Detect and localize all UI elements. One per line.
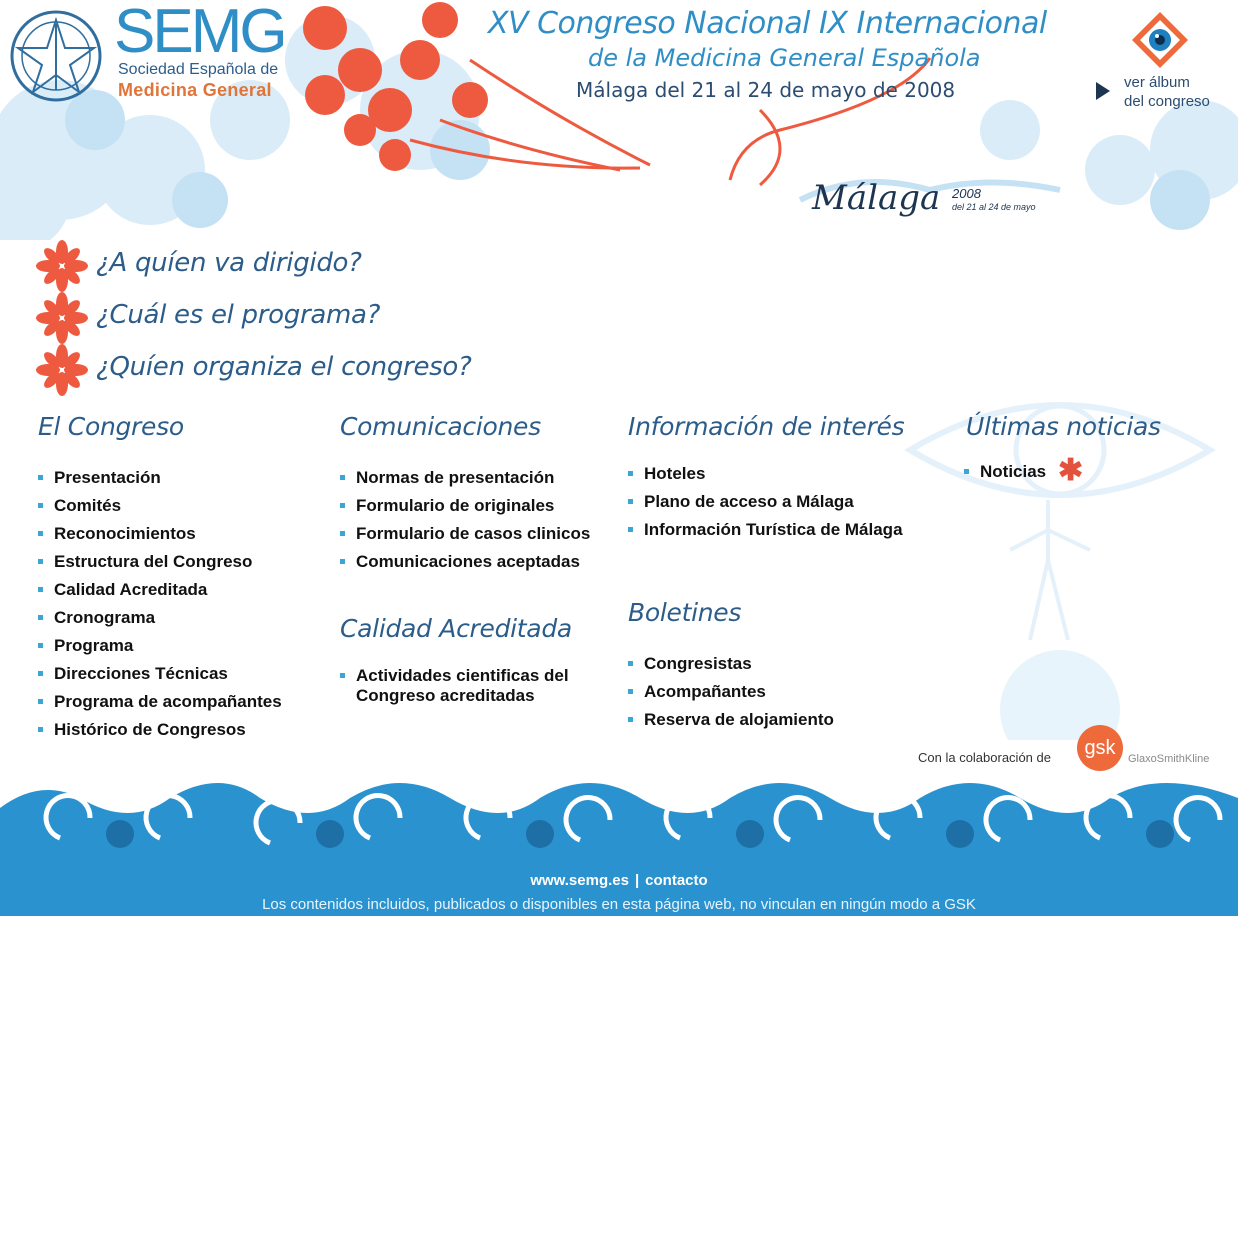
malaga-signature: Málaga <box>812 178 941 218</box>
link-calidad-acreditada[interactable]: Calidad Acreditada <box>36 580 282 600</box>
play-arrow-icon <box>1096 82 1110 100</box>
question-link-organiza[interactable] <box>36 344 496 394</box>
link-actividades-acreditadas[interactable]: Actividades cientificas del Congreso acreditadas <box>338 666 598 706</box>
list-comunicaciones <box>338 468 590 580</box>
congress-dates: Málaga del 21 al 24 de mayo de 2008 <box>576 78 956 102</box>
link-reserva-alojamiento[interactable]: Reserva de alojamiento <box>626 710 834 730</box>
footer-waves <box>0 768 1238 916</box>
heading-informacion-interes: Información de interés <box>628 412 905 441</box>
heading-comunicaciones: Comunicaciones <box>340 412 541 441</box>
album-link[interactable]: ver álbum del congreso <box>1124 74 1210 110</box>
list-ultimas-noticias <box>962 462 1046 490</box>
heading-ultimas-noticias: Últimas noticias <box>966 412 1161 441</box>
footer-disclaimer: Los contenidos incluidos, publicados o disponibles en esta página web, no vinculan en ningún modo a GSK <box>262 896 976 913</box>
link-noticias[interactable]: Noticias <box>962 462 1046 482</box>
link-comunicaciones-aceptadas[interactable]: Comunicaciones aceptadas <box>338 552 590 572</box>
question-link-programa[interactable] <box>36 292 496 342</box>
semg-logo-text[interactable]: SEMG <box>114 0 285 66</box>
congress-subtitle: de la Medicina General Española <box>588 44 981 72</box>
link-informacion-turistica[interactable]: Información Turística de Málaga <box>626 520 903 540</box>
link-acompanantes[interactable]: Acompañantes <box>626 682 834 702</box>
asterisk-icon: ✱ <box>1058 454 1084 487</box>
footer-site-link[interactable]: www.semg.es <box>530 872 629 889</box>
semg-emblem-icon <box>8 8 104 104</box>
link-reconocimientos[interactable]: Reconocimientos <box>36 524 282 544</box>
congress-title: XV Congreso Nacional IX Internacional <box>488 6 1047 41</box>
question-label: ¿Cuál es el programa? <box>96 300 381 330</box>
footer-links <box>0 872 1238 889</box>
list-el-congreso <box>36 468 282 748</box>
link-congresistas[interactable]: Congresistas <box>626 654 834 674</box>
org-name-line2: Medicina General <box>118 80 272 100</box>
link-comites[interactable]: Comités <box>36 496 282 516</box>
link-presentacion[interactable]: Presentación <box>36 468 282 488</box>
malaga-dates: del 21 al 24 de mayo <box>952 202 1036 212</box>
footer-contact-link[interactable]: contacto <box>645 872 708 889</box>
heading-el-congreso: El Congreso <box>38 412 184 441</box>
malaga-year: 2008 <box>952 186 981 201</box>
link-estructura-congreso[interactable]: Estructura del Congreso <box>36 552 282 572</box>
org-name-line1: Sociedad Española de <box>118 61 279 78</box>
heading-boletines: Boletines <box>628 598 742 627</box>
link-cronograma[interactable]: Cronograma <box>36 608 282 628</box>
link-formulario-casos-clinicos[interactable]: Formulario de casos clinicos <box>338 524 590 544</box>
link-programa[interactable]: Programa <box>36 636 282 656</box>
question-link-dirigido[interactable] <box>36 240 496 290</box>
footer-separator: | <box>634 872 640 889</box>
question-label: ¿A quíen va dirigido? <box>96 248 362 278</box>
heading-calidad-acreditada: Calidad Acreditada <box>340 614 572 643</box>
question-label: ¿Quíen organiza el congreso? <box>96 352 472 382</box>
red-flower-icon <box>36 240 88 292</box>
red-flower-icon <box>36 292 88 344</box>
gsk-logo[interactable] <box>1074 724 1126 772</box>
link-programa-acompanantes[interactable]: Programa de acompañantes <box>36 692 282 712</box>
header-banner <box>0 0 1238 240</box>
sponsor-brand: GlaxoSmithKline <box>1128 753 1210 765</box>
link-historico-congresos[interactable]: Histórico de Congresos <box>36 720 282 740</box>
eye-album-icon[interactable] <box>1130 10 1190 70</box>
gsk-logo-text: gsk <box>1084 737 1116 759</box>
list-informacion-interes <box>626 464 903 548</box>
link-normas-presentacion[interactable]: Normas de presentación <box>338 468 590 488</box>
link-hoteles[interactable]: Hoteles <box>626 464 903 484</box>
link-plano-acceso[interactable]: Plano de acceso a Málaga <box>626 492 903 512</box>
sponsor-text: Con la colaboración de <box>918 750 1051 765</box>
list-boletines <box>626 654 834 738</box>
link-formulario-originales[interactable]: Formulario de originales <box>338 496 590 516</box>
link-direcciones-tecnicas[interactable]: Direcciones Técnicas <box>36 664 282 684</box>
list-calidad-acreditada <box>338 666 598 714</box>
red-flower-icon <box>36 344 88 396</box>
